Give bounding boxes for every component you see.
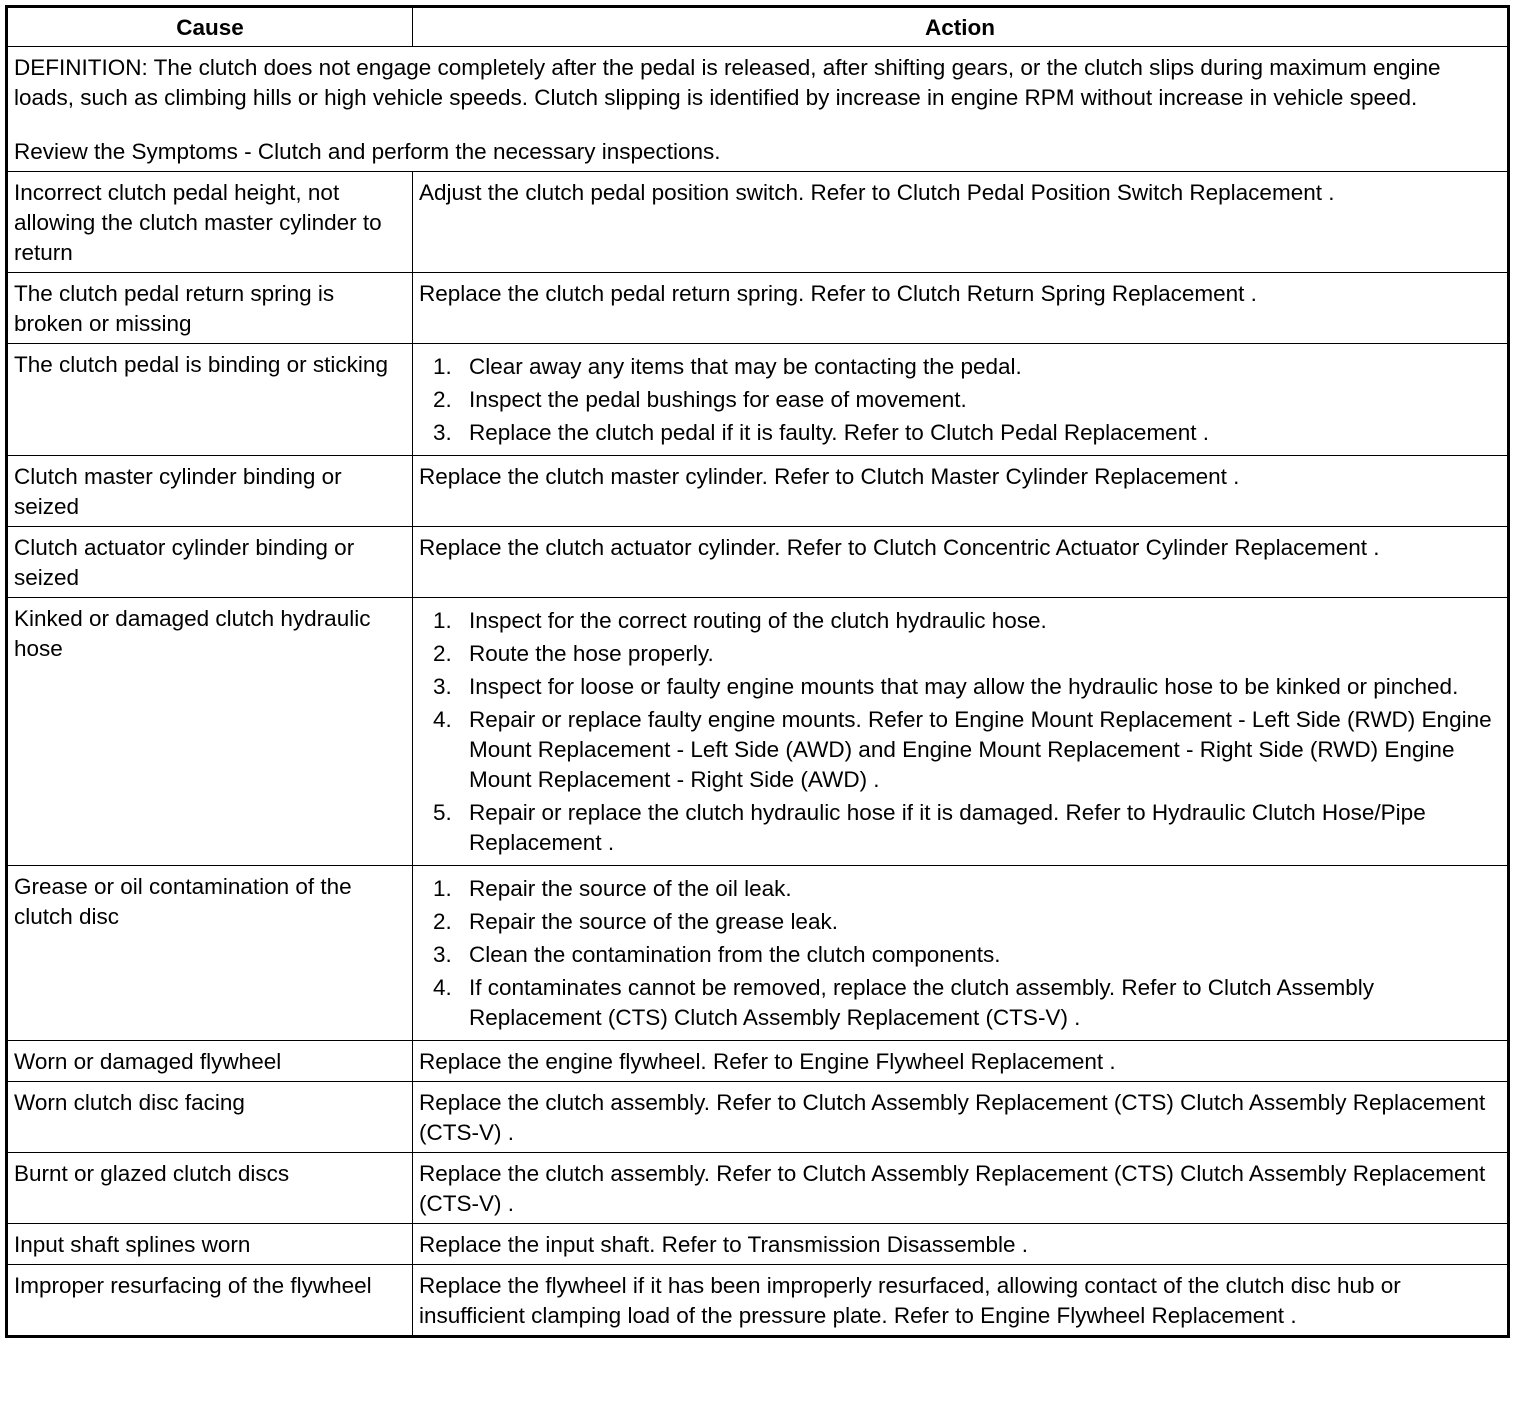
action-cell: Adjust the clutch pedal position switch. Refer to Clutch Pedal Position Switch Replacement . [413, 172, 1509, 273]
review-symptoms-text: Review the Symptoms - Clutch and perform the necessary inspections. [14, 139, 721, 164]
action-step [419, 705, 1501, 795]
step-text: Repair the source of the oil leak. [469, 876, 792, 901]
action-step [419, 672, 1501, 702]
cause-cell: Grease or oil contamination of the clutch disc [7, 866, 413, 1041]
action-cell: Replace the flywheel if it has been improperly resurfaced, allowing contact of the clutch disc hub or insufficient clamping load of the pressure plate. Refer to Engine Flywheel Replacement . [413, 1265, 1509, 1337]
step-number: 3. [433, 674, 452, 699]
step-number: 3. [433, 942, 452, 967]
table-row [7, 1041, 1509, 1082]
step-number: 1. [433, 876, 452, 901]
step-number: 4. [433, 975, 452, 1000]
action-cell: Replace the clutch actuator cylinder. Refer to Clutch Concentric Actuator Cylinder Replacement . [413, 527, 1509, 598]
cause-cell: Incorrect clutch pedal height, not allowing the clutch master cylinder to return [7, 172, 413, 273]
action-step [419, 418, 1501, 448]
cause-cell: Clutch actuator cylinder binding or seized [7, 527, 413, 598]
cause-column-header: Cause [7, 7, 413, 47]
header-row [7, 7, 1509, 47]
table-row [7, 273, 1509, 344]
step-text: Replace the clutch pedal if it is faulty. Refer to Clutch Pedal Replacement . [469, 420, 1209, 445]
cause-cell: Burnt or glazed clutch discs [7, 1153, 413, 1224]
cause-cell: Clutch master cylinder binding or seized [7, 456, 413, 527]
definition-cell [7, 47, 1509, 172]
step-text: Inspect for the correct routing of the clutch hydraulic hose. [469, 608, 1047, 633]
action-step [419, 907, 1501, 937]
action-steps-list [419, 606, 1501, 858]
step-text: Inspect the pedal bushings for ease of movement. [469, 387, 967, 412]
table-row [7, 598, 1509, 866]
action-steps-list [419, 874, 1501, 1033]
step-text: Route the hose properly. [469, 641, 714, 666]
action-cell: Replace the clutch assembly. Refer to Clutch Assembly Replacement (CTS) Clutch Assembly Replacement (CTS-V) . [413, 1153, 1509, 1224]
action-cell [413, 344, 1509, 456]
action-step [419, 874, 1501, 904]
step-text: Repair or replace faulty engine mounts. Refer to Engine Mount Replacement - Left Side (RWD) Engine Mount Replacement - Left Side (AWD) and Engine Mount Replacement - Right Side (RWD) Engine Mount Replacement - Right Side (AWD) . [469, 707, 1492, 792]
action-step [419, 798, 1501, 858]
table-row [7, 1082, 1509, 1153]
table-row [7, 344, 1509, 456]
action-steps-list [419, 352, 1501, 448]
action-cell [413, 598, 1509, 866]
action-cell: Replace the clutch pedal return spring. Refer to Clutch Return Spring Replacement . [413, 273, 1509, 344]
cause-cell: The clutch pedal return spring is broken or missing [7, 273, 413, 344]
definition-row [7, 47, 1509, 172]
table-row [7, 1265, 1509, 1337]
action-step [419, 606, 1501, 636]
step-number: 4. [433, 707, 452, 732]
action-step [419, 940, 1501, 970]
step-number: 3. [433, 420, 452, 445]
action-cell: Replace the input shaft. Refer to Transmission Disassemble . [413, 1224, 1509, 1265]
step-text: Clear away any items that may be contacting the pedal. [469, 354, 1022, 379]
cause-cell: Kinked or damaged clutch hydraulic hose [7, 598, 413, 866]
step-number: 5. [433, 800, 452, 825]
action-step [419, 639, 1501, 669]
table-row [7, 866, 1509, 1041]
table-row [7, 1153, 1509, 1224]
action-cell: Replace the clutch assembly. Refer to Clutch Assembly Replacement (CTS) Clutch Assembly Replacement (CTS-V) . [413, 1082, 1509, 1153]
action-step [419, 973, 1501, 1033]
diagnostic-table [5, 5, 1510, 1338]
step-number: 2. [433, 641, 452, 666]
step-number: 2. [433, 387, 452, 412]
action-cell: Replace the engine flywheel. Refer to Engine Flywheel Replacement . [413, 1041, 1509, 1082]
cause-cell: Improper resurfacing of the flywheel [7, 1265, 413, 1337]
table-row [7, 527, 1509, 598]
action-column-header: Action [413, 7, 1509, 47]
step-number: 2. [433, 909, 452, 934]
step-text: Clean the contamination from the clutch components. [469, 942, 1001, 967]
step-number: 1. [433, 354, 452, 379]
action-cell [413, 866, 1509, 1041]
cause-cell: The clutch pedal is binding or sticking [7, 344, 413, 456]
step-text: If contaminates cannot be removed, replace the clutch assembly. Refer to Clutch Assembly Replacement (CTS) Clutch Assembly Replacement (CTS-V) . [469, 975, 1375, 1030]
definition-text: DEFINITION: The clutch does not engage completely after the pedal is released, after shifting gears, or the clutch slips during maximum engine loads, such as climbing hills or high vehicle speeds. Clutch slipping is identified by increase in engine RPM without increase in vehicle speed. [14, 55, 1441, 110]
table-row [7, 1224, 1509, 1265]
step-text: Repair the source of the grease leak. [469, 909, 838, 934]
step-text: Repair or replace the clutch hydraulic hose if it is damaged. Refer to Hydraulic Clutch Hose/Pipe Replacement . [469, 800, 1426, 855]
cause-cell: Worn clutch disc facing [7, 1082, 413, 1153]
step-number: 1. [433, 608, 452, 633]
action-cell: Replace the clutch master cylinder. Refer to Clutch Master Cylinder Replacement . [413, 456, 1509, 527]
action-step [419, 352, 1501, 382]
cause-cell: Worn or damaged flywheel [7, 1041, 413, 1082]
table-row [7, 172, 1509, 273]
table-row [7, 456, 1509, 527]
action-step [419, 385, 1501, 415]
cause-cell: Input shaft splines worn [7, 1224, 413, 1265]
step-text: Inspect for loose or faulty engine mounts that may allow the hydraulic hose to be kinked or pinched. [469, 674, 1459, 699]
